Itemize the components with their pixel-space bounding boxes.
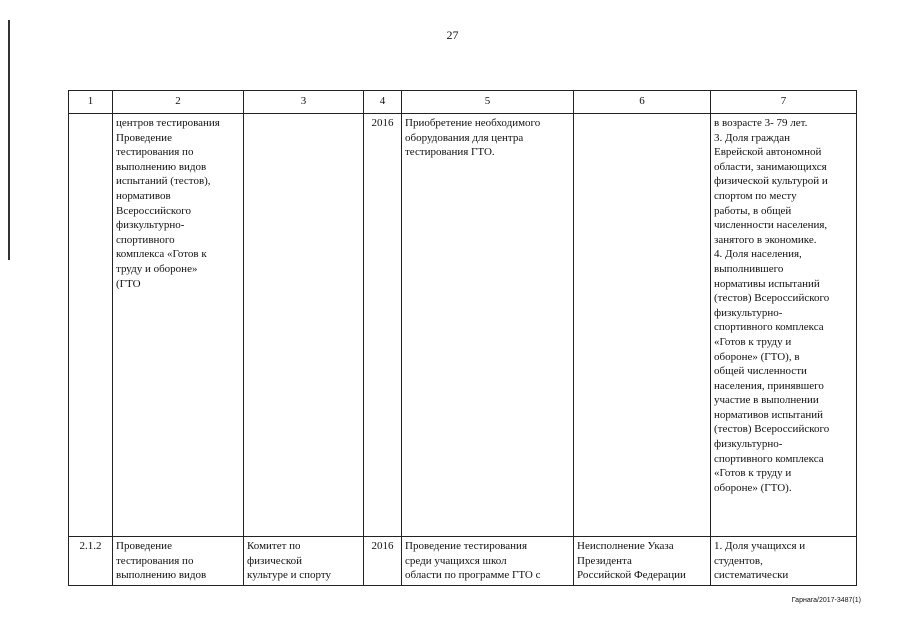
table-cell: центров тестирования Проведение тестирования по выполнению видов испытаний (тестов), нормативов Всероссийского физкультурно- спортивного комплекса «Готов к труду и обороне» (ГТО	[113, 114, 244, 537]
table-cell	[574, 114, 711, 537]
table-row	[69, 537, 857, 586]
program-table	[68, 90, 857, 586]
table-cell: Комитет по физической культуре и спорту	[244, 537, 364, 586]
column-header: 7	[711, 91, 857, 114]
table-row	[69, 114, 857, 537]
table-cell	[244, 114, 364, 537]
table-cell: Приобретение необходимого оборудования для центра тестирования ГТО.	[402, 114, 574, 537]
table-cell: Проведение тестирования среди учащихся школ области по программе ГТО с	[402, 537, 574, 586]
column-header: 6	[574, 91, 711, 114]
table-cell: 2016	[364, 537, 402, 586]
table-cell: Неисполнение Указа Президента Российской Федерации	[574, 537, 711, 586]
table-cell: 1. Доля учащихся и студентов, систематически	[711, 537, 857, 586]
table-cell: в возрасте 3- 79 лет. 3. Доля граждан Еврейской автономной области, занимающихся физической культурой и спортом по месту работы, в общей численности населения, занятого в экономике. 4. Доля населения, выполнившего нормативы испытаний (тестов) Всероссийского физкультурно- спортивного комплекса «Готов к труду и обороне» (ГТО), в общей численности населения, принявшего участие в выполнении нормативов испытаний (тестов) Всероссийского физкультурно- спортивного комплекса «Готов к труду и обороне» (ГТО).	[711, 114, 857, 537]
table-cell: 2016	[364, 114, 402, 537]
column-header: 5	[402, 91, 574, 114]
document-stamp: Гарнага/2017-3487(1)	[791, 597, 861, 604]
column-header: 3	[244, 91, 364, 114]
column-header: 2	[113, 91, 244, 114]
table-cell: Проведение тестирования по выполнению видов	[113, 537, 244, 586]
binding-margin-line	[8, 20, 10, 260]
table-cell	[69, 114, 113, 537]
header-row	[69, 91, 857, 114]
page-number: 27	[446, 28, 459, 42]
table-cell: 2.1.2	[69, 537, 113, 586]
column-header: 1	[69, 91, 113, 114]
column-header: 4	[364, 91, 402, 114]
